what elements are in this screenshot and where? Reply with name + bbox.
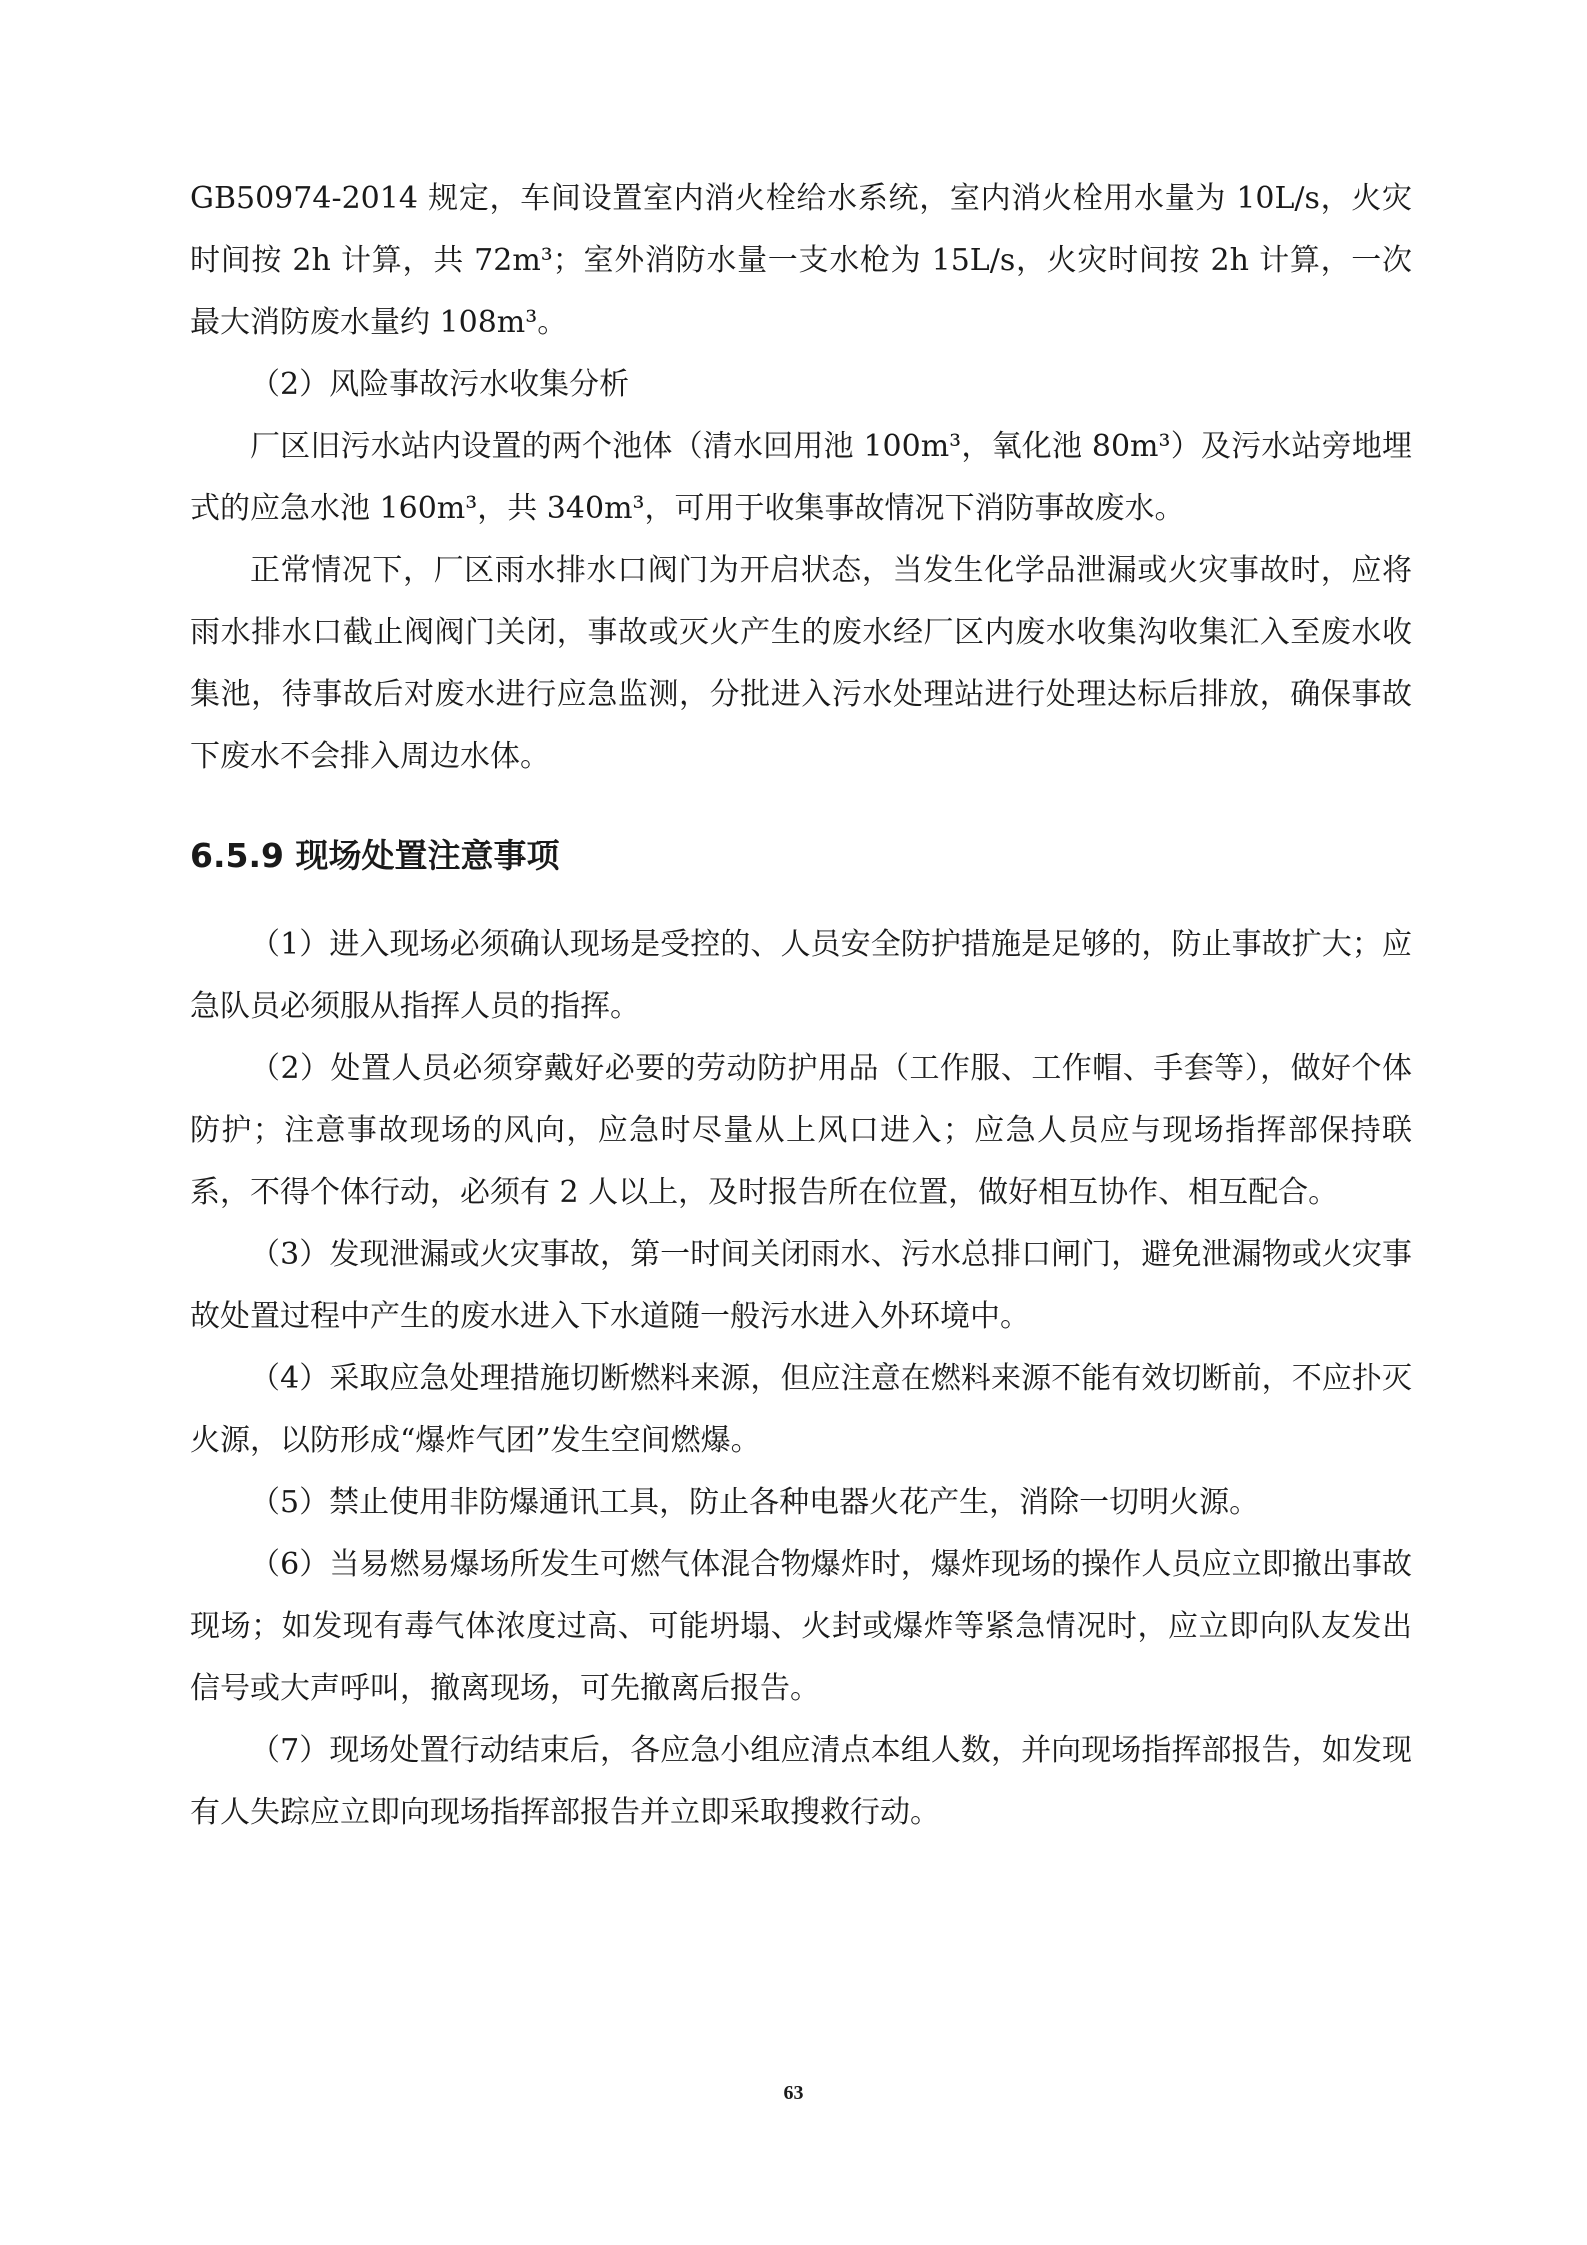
list-item: （2）处置人员必须穿戴好必要的劳动防护用品（工作服、工作帽、手套等），做好个体防护；注意事故现场的风向，应急时尽量从上风口进入；应急人员应与现场指挥部保持联系，不得个体行动，必须有 2 人以上，及时报告所在位置，做好相互协作、相互配合。 (190, 1051, 1412, 1210)
paragraph-fire-water-volume: GB50974-2014 规定，车间设置室内消火栓给水系统，室内消火栓用水量为 10L/s，火灾时间按 2h 计算，共 72m³；室外消防水量一支水枪为 15L/s，火灾时间按 2h 计算，一次最大消防废水量约 108m³。 (190, 181, 1412, 340)
paragraph-valve-procedure: 正常情况下，厂区雨水排水口阀门为开启状态，当发生化学品泄漏或火灾事故时，应将雨水排水口截止阀阀门关闭，事故或灭火产生的废水经厂区内废水收集沟收集汇入至废水收集池，待事故后对废水进行应急监测，分批进入污水处理站进行处理达标后排放，确保事故下废水不会排入周边水体。 (190, 553, 1412, 774)
list-item: （7）现场处置行动结束后，各应急小组应清点本组人数，并向现场指挥部报告，如发现有人失踪应立即向现场指挥部报告并立即采取搜救行动。 (190, 1733, 1412, 1830)
list-item: （4）采取应急处理措施切断燃料来源，但应注意在燃料来源不能有效切断前，不应扑灭火源，以防形成“爆炸气团”发生空间燃爆。 (190, 1361, 1412, 1458)
list-item: （5）禁止使用非防爆通讯工具，防止各种电器火花产生，消除一切明火源。 (250, 1485, 1260, 1520)
list-item: （6）当易燃易爆场所发生可燃气体混合物爆炸时，爆炸现场的操作人员应立即撤出事故现场；如发现有毒气体浓度过高、可能坍塌、火封或爆炸等紧急情况时，应立即向队友发出信号或大声呼叫，撤离现场，可先撤离后报告。 (190, 1547, 1412, 1706)
section-heading: 6.5.9 现场处置注意事项 (190, 836, 560, 875)
list-item: （3）发现泄漏或火灾事故，第一时间关闭雨水、污水总排口闸门，避免泄漏物或火灾事故处置过程中产生的废水进入下水道随一般污水进入外环境中。 (190, 1237, 1412, 1334)
list-item: （1）进入现场必须确认现场是受控的、人员安全防护措施是足够的，防止事故扩大；应急队员必须服从指挥人员的指挥。 (190, 927, 1412, 1024)
paragraph-pool-capacity: 厂区旧污水站内设置的两个池体（清水回用池 100m³，氧化池 80m³）及污水站旁地埋式的应急水池 160m³，共 340m³，可用于收集事故情况下消防事故废水。 (190, 429, 1412, 526)
page-number: 63 (783, 2082, 804, 2104)
paragraph-subheading-risk-collection: （2）风险事故污水收集分析 (250, 367, 630, 402)
page-content (190, 168, 1412, 1844)
